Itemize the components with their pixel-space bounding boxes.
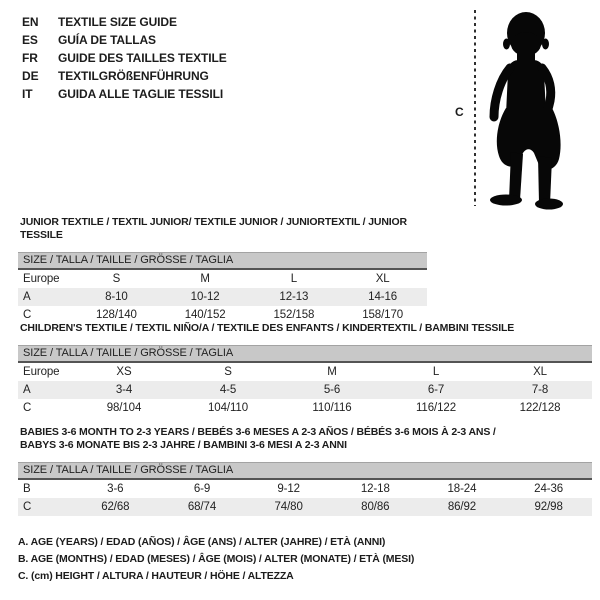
language-row (22, 49, 227, 67)
size-cell: 3-4 (115, 384, 133, 396)
size-cell: 10-12 (190, 291, 220, 303)
size-cell: 116/122 (415, 402, 457, 414)
language-row (22, 85, 227, 103)
row-label: C (23, 402, 32, 414)
table-row (18, 480, 592, 498)
row-label: C (23, 309, 32, 321)
size-cell: 6-9 (193, 483, 211, 495)
size-cell: M (327, 366, 337, 378)
size-cell: 68/74 (187, 501, 217, 513)
size-cell: S (112, 273, 121, 285)
table-row (18, 270, 427, 288)
height-dashed-line (474, 10, 476, 206)
size-cell: 5-6 (323, 384, 341, 396)
section-title-line2: BABYS 3-6 MONATE BIS 2-3 JAHRE / BAMBINI 3-6 MESI A 2-3 ANNI (20, 439, 347, 451)
section-title-line1: BABIES 3-6 MONTH TO 2-3 YEARS / BEBÉS 3-6 MESES A 2-3 AÑOS / BÉBÉS 3-6 MOIS À 2-3 ANS / (20, 426, 496, 438)
table-row (18, 498, 592, 516)
language-title: TEXTILGRÖßENFÜHRUNG (58, 69, 209, 83)
row-label: B (23, 483, 31, 495)
babies-textile-section (18, 426, 592, 516)
language-code: IT (22, 87, 33, 101)
size-cell: 18-24 (447, 483, 477, 495)
size-cell: 74/80 (274, 501, 303, 513)
babies-size-table (18, 480, 592, 516)
row-label: C (23, 501, 32, 513)
childrens-size-table (18, 363, 592, 417)
size-cell: 158/170 (362, 309, 404, 321)
size-cell: 86/92 (447, 501, 477, 513)
language-code: DE (22, 69, 39, 83)
language-title: GUÍA DE TALLAS (58, 33, 156, 47)
size-cell: 4-5 (219, 384, 237, 396)
size-cell: 122/128 (519, 402, 561, 414)
size-cell: 24-36 (534, 483, 564, 495)
size-cell: 6-7 (427, 384, 445, 396)
size-cell: M (200, 273, 210, 285)
size-cell: 98/104 (106, 402, 142, 414)
language-list (22, 13, 227, 103)
language-code: ES (22, 33, 38, 47)
junior-size-table (18, 270, 427, 324)
size-cell: L (290, 273, 298, 285)
language-row (22, 13, 227, 31)
size-cell: 62/68 (101, 501, 130, 513)
row-label: A (23, 384, 31, 396)
language-code: FR (22, 51, 38, 65)
size-cell: 128/140 (95, 309, 137, 321)
row-label: Europe (23, 366, 60, 378)
size-cell: S (224, 366, 232, 378)
language-row (22, 67, 227, 85)
language-title: TEXTILE SIZE GUIDE (58, 15, 177, 29)
language-row (22, 31, 227, 49)
size-cell: L (432, 366, 440, 378)
size-cell: 104/110 (207, 402, 249, 414)
language-title: GUIDA ALLE TAGLIE TESSILI (58, 87, 224, 101)
size-cell: 7-8 (531, 384, 549, 396)
baby-silhouette-icon (487, 8, 573, 210)
size-cell: XS (116, 366, 132, 378)
size-cell: 140/152 (184, 309, 226, 321)
size-cell: 80/86 (361, 501, 390, 513)
size-cell: 110/116 (312, 402, 352, 414)
size-cell: 8-10 (105, 291, 128, 303)
size-cell: 9-12 (277, 483, 300, 495)
junior-textile-section (18, 216, 427, 324)
table-row (18, 381, 592, 399)
size-cell: 92/98 (534, 501, 563, 513)
height-measure-label: C (455, 105, 464, 119)
section-title: CHILDREN'S TEXTILE / TEXTIL NIÑO/A / TEXTILE DES ENFANTS / KINDERTEXTIL / BAMBINI TESSILE (20, 322, 515, 334)
footnote-a: A. AGE (YEARS) / EDAD (AÑOS) / ÂGE (ANS) / ALTER (JAHRE) / ETÀ (ANNI) (18, 536, 386, 548)
section-title (20, 426, 592, 452)
size-cell: 152/158 (273, 309, 315, 321)
footnote-b: B. AGE (MONTHS) / EDAD (MESES) / ÂGE (MOIS) / ALTER (MONATE) / ETÀ (MESI) (18, 553, 415, 565)
table-row (18, 399, 592, 417)
size-header-bar: SIZE / TALLA / TAILLE / GRÖSSE / TAGLIA (18, 252, 427, 270)
size-cell: XL (375, 273, 390, 285)
table-row (18, 363, 592, 381)
language-title: GUIDE DES TAILLES TEXTILE (58, 51, 227, 65)
childrens-textile-section (18, 322, 592, 417)
footnotes (18, 534, 414, 585)
size-cell: 14-16 (368, 291, 398, 303)
size-header-bar: SIZE / TALLA / TAILLE / GRÖSSE / TAGLIA (18, 462, 592, 480)
size-cell: 12-18 (360, 483, 390, 495)
size-cell: 3-6 (107, 483, 124, 495)
table-row (18, 288, 427, 306)
section-title: JUNIOR TEXTILE / TEXTIL JUNIOR/ TEXTILE JUNIOR / JUNIORTEXTIL / JUNIOR TESSILE (20, 216, 407, 241)
row-label: Europe (23, 273, 60, 285)
size-cell: XL (533, 366, 547, 378)
language-code: EN (22, 15, 39, 29)
row-label: A (23, 291, 31, 303)
size-cell: 12-13 (279, 291, 309, 303)
footnote-c: C. (cm) HEIGHT / ALTURA / HAUTEUR / HÖHE / ALTEZZA (18, 570, 294, 582)
size-header-bar: SIZE / TALLA / TAILLE / GRÖSSE / TAGLIA (18, 345, 592, 363)
